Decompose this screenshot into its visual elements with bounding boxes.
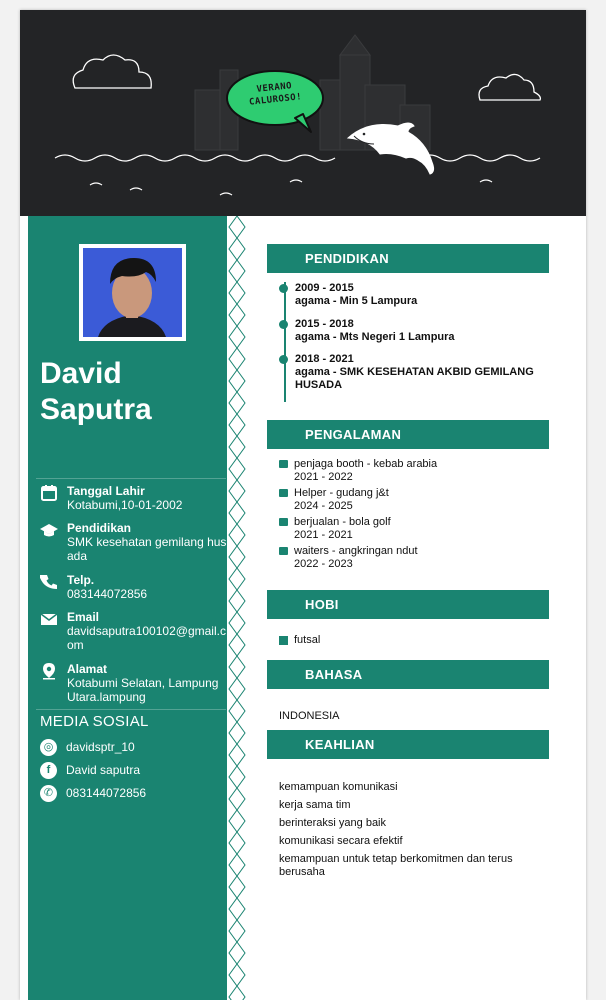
social-text: 083144072856 <box>66 786 147 800</box>
diamond-pattern <box>227 216 247 1000</box>
last-name: Saputra <box>40 393 152 426</box>
diamond-shape <box>229 810 245 832</box>
briefcase-icon <box>279 460 288 468</box>
education-years: 2018 - 2021 <box>295 353 354 365</box>
experience-years: 2021 - 2022 <box>294 471 353 483</box>
info-value: Kotabumi,10-01-2002 <box>67 498 183 512</box>
info-address <box>40 662 225 708</box>
phone-icon <box>40 573 58 591</box>
diamond-shape <box>229 678 245 700</box>
speech-bubble <box>225 70 325 128</box>
section-header-language: BAHASA <box>267 660 549 689</box>
diamond-shape <box>229 920 245 942</box>
checkbox-icon <box>279 636 288 645</box>
diamond-shape <box>229 326 245 348</box>
education-item <box>279 282 539 308</box>
diamond-shape <box>229 832 245 854</box>
graduation-cap-icon <box>40 521 58 539</box>
diamond-shape <box>229 986 245 1000</box>
profile-photo-frame <box>79 244 186 341</box>
skill-item: kerja sama tim <box>279 799 351 811</box>
info-value: davidsaputra100102@gmail.com <box>67 624 226 652</box>
full-name <box>40 356 152 428</box>
diamond-shape <box>229 524 245 546</box>
social-text: David saputra <box>66 763 141 777</box>
diamond-shape <box>229 546 245 568</box>
cv-sheet <box>20 10 586 1000</box>
diamond-shape <box>229 304 245 326</box>
diamond-border <box>227 216 247 1000</box>
experience-item <box>279 458 539 484</box>
instagram-icon: ◎ <box>40 739 57 756</box>
info-birthdate <box>40 484 225 516</box>
info-label: Tanggal Lahir <box>67 484 145 498</box>
education-item <box>279 318 539 344</box>
sidebar-divider <box>36 709 226 710</box>
info-label: Pendidikan <box>67 521 132 535</box>
diamond-shape <box>229 722 245 744</box>
info-email <box>40 610 225 656</box>
education-school: agama - SMK KESEHATAN AKBID GEMILANG HUSADA <box>295 366 534 391</box>
skill-item: kemampuan untuk tetap berkomitmen dan terus berusaha <box>279 853 513 878</box>
education-school: agama - Mts Negeri 1 Lampura <box>295 331 455 343</box>
header-banner <box>20 10 586 216</box>
calendar-icon <box>40 484 58 502</box>
briefcase-icon <box>279 547 288 555</box>
diamond-shape <box>229 392 245 414</box>
education-years: 2009 - 2015 <box>295 282 354 294</box>
experience-role: Helper - gudang j&t <box>294 487 389 499</box>
location-pin-icon <box>40 662 58 680</box>
diamond-shape <box>229 414 245 436</box>
diamond-shape <box>229 260 245 282</box>
diamond-shape <box>229 238 245 260</box>
skill-item: komunikasi secara efektif <box>279 835 403 847</box>
diamond-shape <box>229 370 245 392</box>
timeline-dot <box>279 355 288 364</box>
sidebar <box>28 216 227 1000</box>
section-header-skills: KEAHLIAN <box>267 730 549 759</box>
diamond-shape <box>229 590 245 612</box>
info-label: Email <box>67 610 100 624</box>
timeline-dot <box>279 284 288 293</box>
education-school: agama - Min 5 Lampura <box>295 295 418 307</box>
education-item <box>279 353 539 393</box>
whatsapp-icon: ✆ <box>40 785 57 802</box>
experience-years: 2021 - 2021 <box>294 529 353 541</box>
info-value: Kotabumi Selatan, Lampung Utara.lampung <box>67 676 219 704</box>
experience-role: berjualan - bola golf <box>294 516 391 528</box>
facebook-icon: f <box>40 762 57 779</box>
diamond-shape <box>229 656 245 678</box>
diamond-shape <box>229 854 245 876</box>
language-item: INDONESIA <box>279 710 340 722</box>
diamond-shape <box>229 700 245 722</box>
diamond-shape <box>229 788 245 810</box>
hobby-text: futsal <box>294 634 321 646</box>
media-social-title: MEDIA SOSIAL <box>40 713 149 730</box>
main-content <box>247 216 586 1000</box>
diamond-shape <box>229 480 245 502</box>
skill-item: kemampuan komunikasi <box>279 781 398 793</box>
first-name: David <box>40 357 122 390</box>
experience-role: waiters - angkringan ndut <box>294 545 418 557</box>
profile-photo <box>83 248 182 337</box>
experience-years: 2022 - 2023 <box>294 558 353 570</box>
bubble-text-line2: CALUROSO! <box>248 92 303 108</box>
skill-item: berinteraksi yang baik <box>279 817 387 829</box>
diamond-shape <box>229 634 245 656</box>
section-header-education: PENDIDIKAN <box>267 244 549 273</box>
bubble-text-line1: VERANO <box>256 81 293 95</box>
diamond-shape <box>229 876 245 898</box>
diamond-shape <box>229 612 245 634</box>
section-header-hobby: HOBI <box>267 590 549 619</box>
timeline-dot <box>279 320 288 329</box>
diamond-shape <box>229 744 245 766</box>
experience-item <box>279 545 539 571</box>
experience-item <box>279 487 539 513</box>
section-header-experience: PENGALAMAN <box>267 420 549 449</box>
diamond-shape <box>229 348 245 370</box>
diamond-shape <box>229 216 245 238</box>
mail-icon <box>40 610 58 628</box>
experience-item <box>279 516 539 542</box>
education-years: 2015 - 2018 <box>295 318 354 330</box>
info-label: Telp. <box>67 573 95 587</box>
diamond-shape <box>229 964 245 986</box>
briefcase-icon <box>279 489 288 497</box>
sidebar-divider <box>36 478 226 479</box>
diamond-shape <box>229 282 245 304</box>
info-education <box>40 521 225 567</box>
diamond-shape <box>229 568 245 590</box>
diamond-shape <box>229 766 245 788</box>
diamond-shape <box>229 458 245 480</box>
info-value: SMK kesehatan gemilang husada <box>67 535 227 563</box>
briefcase-icon <box>279 518 288 526</box>
diamond-shape <box>229 942 245 964</box>
diamond-shape <box>229 898 245 920</box>
info-phone <box>40 573 225 605</box>
social-text: davidsptr_10 <box>66 740 135 754</box>
info-label: Alamat <box>67 662 108 676</box>
experience-years: 2024 - 2025 <box>294 500 353 512</box>
info-value: 083144072856 <box>67 587 148 601</box>
diamond-shape <box>229 436 245 458</box>
experience-role: penjaga booth - kebab arabia <box>294 458 438 470</box>
diamond-shape <box>229 502 245 524</box>
